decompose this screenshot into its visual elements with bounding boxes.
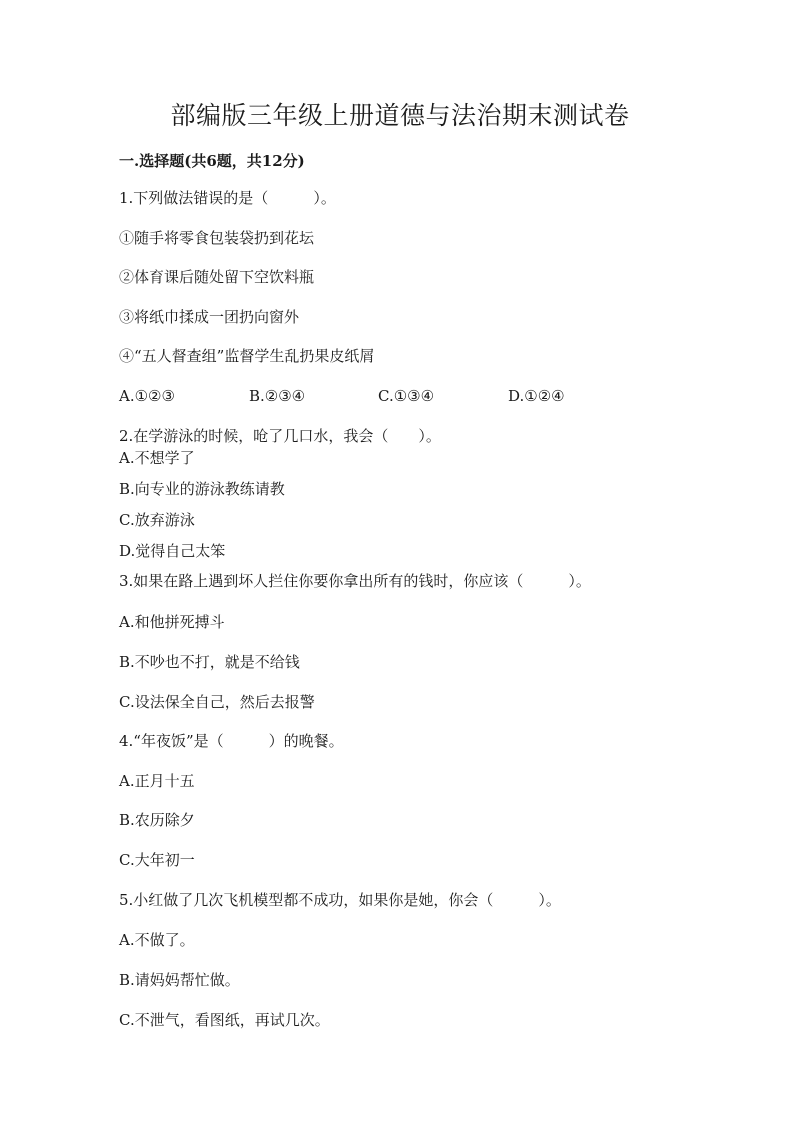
answer-option-b: B.②③④: [249, 387, 306, 405]
answer-option-a: A.不做了。: [119, 931, 195, 949]
answer-option-c: C.设法保全自己，然后去报警: [119, 693, 315, 711]
answer-option-b: B.请妈妈帮忙做。: [119, 971, 240, 989]
answer-option-a: A.①②③: [119, 387, 175, 405]
answer-option-b: B.农历除夕: [119, 811, 195, 829]
question-stem: 1.下列做法错误的是（ ）。: [119, 189, 336, 207]
question-statement: ③将纸巾揉成一团扔向窗外: [119, 308, 300, 326]
question-stem: 3.如果在路上遇到坏人拦住你要你拿出所有的钱时，你应该（ ）。: [119, 572, 591, 590]
question-statement: ①随手将零食包装袋扔到花坛: [119, 229, 315, 247]
answer-option-d: D.觉得自己太笨: [119, 542, 226, 560]
answer-option-c: C.放弃游泳: [119, 511, 195, 529]
answer-option-a: A.正月十五: [119, 772, 195, 790]
answer-option-a: A.不想学了: [119, 449, 195, 467]
answer-option-c: C.①③④: [378, 387, 435, 405]
answer-option-b: B.不吵也不打，就是不给钱: [119, 653, 300, 671]
answer-option-c: C.大年初一: [119, 851, 195, 869]
answer-option-a: A.和他拼死搏斗: [119, 613, 225, 631]
section-heading: 一.选择题(共6题，共12分): [119, 152, 305, 170]
question-stem: 4.“年夜饭”是（ ）的晚餐。: [119, 732, 344, 750]
question-statement: ②体育课后随处留下空饮料瓶: [119, 268, 315, 286]
question-stem: 5.小红做了几次飞机模型都不成功，如果你是她，你会（ ）。: [119, 891, 561, 909]
answer-option-d: D.①②④: [508, 387, 565, 405]
question-statement: ④“五人督查组”监督学生乱扔果皮纸屑: [119, 347, 375, 365]
answer-option-c: C.不泄气，看图纸，再试几次。: [119, 1011, 330, 1029]
question-stem: 2.在学游泳的时候，呛了几口水，我会（ ）。: [119, 427, 441, 445]
answer-option-b: B.向专业的游泳教练请教: [119, 480, 285, 498]
page-title: 部编版三年级上册道德与法治期末测试卷: [170, 101, 630, 130]
